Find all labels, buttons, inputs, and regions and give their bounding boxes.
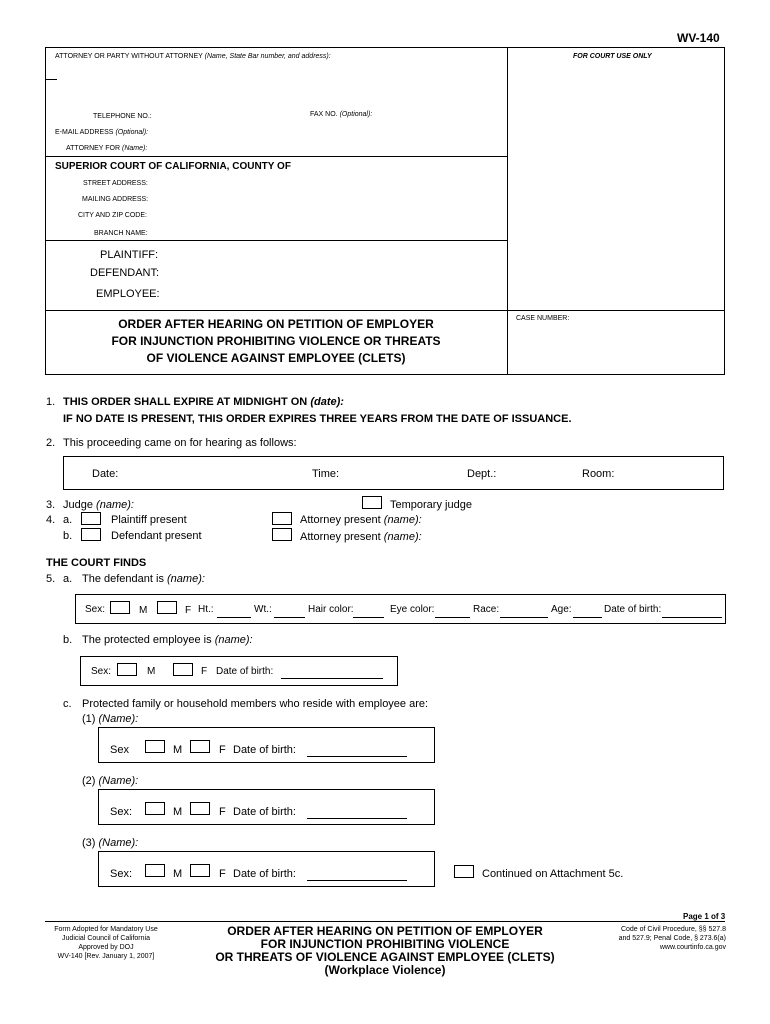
defendant-height-label: Ht.: [198, 604, 214, 615]
court-title: SUPERIOR COURT OF CALIFORNIA, COUNTY OF [55, 161, 291, 172]
member1-dob-field[interactable] [307, 756, 407, 757]
defendant-sex-label: Sex: [85, 604, 106, 615]
employee-sex-label: Sex: [91, 666, 112, 677]
fax-label: FAX NO. (Optional): [310, 111, 373, 118]
hearing-date-label[interactable]: Date: [92, 468, 119, 480]
plaintiff-present-label: Plaintiff present [111, 514, 187, 526]
defendant-dob-field[interactable] [662, 617, 722, 618]
employee-label: EMPLOYEE: [96, 288, 160, 300]
member1-male-label: M [173, 744, 183, 756]
member3-sex-label: Sex: [110, 868, 133, 880]
defendant-attorney-label: Attorney present (name): [300, 531, 422, 543]
temporary-judge-label: Temporary judge [390, 499, 472, 511]
member3-dob-label: Date of birth: [233, 868, 296, 880]
employee-female-label: F [201, 666, 208, 677]
temporary-judge-checkbox[interactable] [362, 496, 382, 509]
defendant-attorney-checkbox[interactable] [272, 528, 292, 541]
member2-sex-label: Sex: [110, 806, 133, 818]
item1-number: 1. [46, 396, 56, 408]
defendant-present-label: Defendant present [111, 530, 202, 542]
employee-dob-field[interactable] [281, 678, 383, 679]
member3-male-checkbox[interactable] [145, 864, 165, 877]
item5c-label: c. [63, 698, 72, 710]
defendant-female-checkbox[interactable] [157, 601, 177, 614]
employee-male-label: M [147, 666, 156, 677]
member3-dob-field[interactable] [307, 880, 407, 881]
employee-male-checkbox[interactable] [117, 663, 137, 676]
defendant-age-field[interactable] [573, 617, 602, 618]
branch-name-label: BRANCH NAME: [94, 230, 148, 237]
defendant-hair-field[interactable] [353, 617, 384, 618]
telephone-label: TELEPHONE NO.: [93, 113, 152, 120]
defendant-eye-label: Eye color: [390, 604, 435, 615]
continued-attachment-checkbox[interactable] [454, 865, 474, 878]
court-use-label: FOR COURT USE ONLY [573, 53, 652, 60]
member2-male-label: M [173, 806, 183, 818]
judge-label: Judge (name): [63, 499, 134, 511]
page-number: Page 1 of 3 [683, 912, 726, 921]
code-references: Code of Civil Procedure, §§ 527.8 and 527.9; Penal Code, § 273.6(a) www.courtinfo.ca.gov [618, 926, 726, 951]
plaintiff-attorney-checkbox[interactable] [272, 512, 292, 525]
hearing-room-label[interactable]: Room: [582, 468, 615, 480]
item1-note: IF NO DATE IS PRESENT, THIS ORDER EXPIRES THREE YEARS FROM THE DATE OF ISSUANCE. [63, 413, 572, 425]
member3-name-label: (3) (Name): [82, 837, 139, 849]
street-address-label: STREET ADDRESS: [83, 180, 148, 187]
form-title: ORDER AFTER HEARING ON PETITION OF EMPLOYER FOR INJUNCTION PROHIBITING VIOLENCE OR THREATS OF VIOLENCE AGAINST EMPLOYEE (CLETS) [111, 317, 441, 365]
member3-male-label: M [173, 868, 183, 880]
plaintiff-present-checkbox[interactable] [81, 512, 101, 525]
defendant-dob-label: Date of birth: [604, 604, 662, 615]
defendant-male-checkbox[interactable] [110, 601, 130, 614]
item4-number: 4. [46, 514, 56, 526]
employee-dob-label: Date of birth: [216, 666, 274, 677]
defendant-present-checkbox[interactable] [81, 528, 101, 541]
member1-female-checkbox[interactable] [190, 740, 210, 753]
defendant-hair-label: Hair color: [308, 604, 354, 615]
email-label: E-MAIL ADDRESS (Optional): [55, 129, 149, 136]
item4b-label: b. [63, 530, 73, 542]
hearing-box [63, 456, 724, 490]
member3-female-checkbox[interactable] [190, 864, 210, 877]
defendant-label: DEFENDANT: [90, 267, 160, 279]
item5a-label: a. [63, 573, 73, 585]
member1-dob-label: Date of birth: [233, 744, 296, 756]
form-adoption-info: Form Adopted for Mandatory Use Judicial Council of California Approved by DOJ WV-140 [Rev. January 1, 2007] [54, 926, 158, 960]
defendant-weight-label: Wt.: [254, 604, 272, 615]
item1-text: THIS ORDER SHALL EXPIRE AT MIDNIGHT ON (date): [63, 396, 344, 408]
defendant-weight-field[interactable] [274, 617, 305, 618]
attorney-for-label: ATTORNEY FOR (Name): [66, 145, 148, 152]
employee-female-checkbox[interactable] [173, 663, 193, 676]
attorney-label: ATTORNEY OR PARTY WITHOUT ATTORNEY (Name, State Bar number, and address): [55, 53, 331, 60]
member2-name-label: (2) (Name): [82, 775, 139, 787]
member2-female-checkbox[interactable] [190, 802, 210, 815]
case-number-label: CASE NUMBER: [516, 315, 570, 322]
city-zip-label: CITY AND ZIP CODE: [78, 212, 147, 219]
protected-employee-label: The protected employee is (name): [82, 634, 253, 646]
plaintiff-label: PLAINTIFF: [100, 249, 159, 261]
defendant-male-label: M [139, 605, 148, 616]
item5b-label: b. [63, 634, 73, 646]
item5-number: 5. [46, 573, 56, 585]
plaintiff-attorney-label: Attorney present (name): [300, 514, 422, 526]
member2-dob-label: Date of birth: [233, 806, 296, 818]
item4a-label: a. [63, 514, 73, 526]
member2-female-label: F [219, 806, 226, 818]
member2-male-checkbox[interactable] [145, 802, 165, 815]
hearing-time-label[interactable]: Time: [312, 468, 340, 480]
defendant-race-field[interactable] [500, 617, 548, 618]
defendant-height-field[interactable] [217, 617, 251, 618]
defendant-age-label: Age: [551, 604, 572, 615]
member1-male-checkbox[interactable] [145, 740, 165, 753]
hearing-dept-label[interactable]: Dept.: [467, 468, 497, 480]
court-finds-heading: THE COURT FINDS [46, 557, 147, 569]
footer-title: ORDER AFTER HEARING ON PETITION OF EMPLOYER FOR INJUNCTION PROHIBITING VIOLENCE OR THREATS OF VIOLENCE AGAINST EMPLOYEE (CLETS) (Workplace Violence) [215, 924, 555, 977]
member1-female-label: F [219, 744, 226, 756]
form-id: WV-140 [677, 31, 720, 45]
item2-text: This proceeding came on for hearing as follows: [63, 437, 297, 449]
item2-number: 2. [46, 437, 56, 449]
mailing-address-label: MAILING ADDRESS: [82, 196, 149, 203]
member1-sex-label: Sex [110, 744, 129, 756]
continued-attachment-label: Continued on Attachment 5c. [482, 868, 624, 880]
item3-number: 3. [46, 499, 56, 511]
defendant-female-label: F [185, 605, 192, 616]
defendant-name-label: The defendant is (name): [82, 573, 205, 585]
household-members-label: Protected family or household members who reside with employee are: [82, 698, 429, 710]
defendant-eye-field[interactable] [435, 617, 470, 618]
member2-dob-field[interactable] [307, 818, 407, 819]
member1-name-label: (1) (Name): [82, 713, 139, 725]
member3-female-label: F [219, 868, 226, 880]
defendant-race-label: Race: [473, 604, 500, 615]
